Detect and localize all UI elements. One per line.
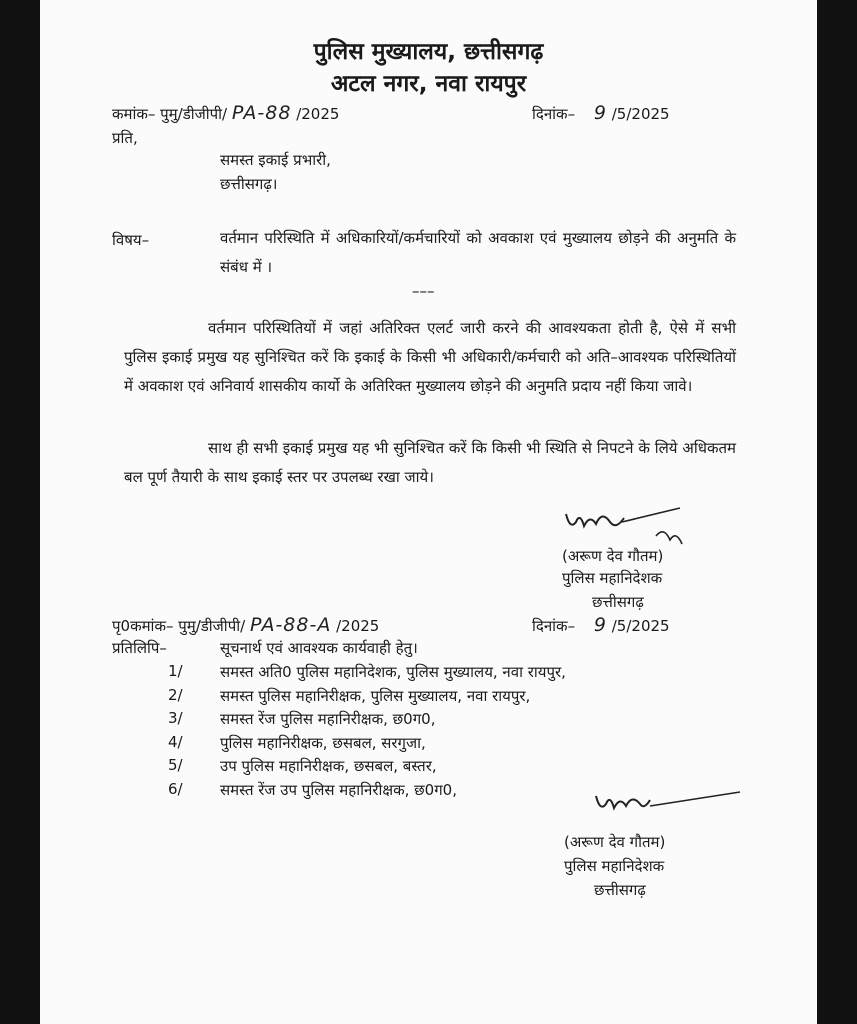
copy-date-suffix: /5/2025 — [611, 617, 670, 635]
list-item-number: 5/ — [168, 756, 183, 774]
list-item-number: 1/ — [168, 662, 183, 680]
date-label: दिनांक– — [532, 105, 576, 123]
signatory-name-1: (अरूण देव गौतम) — [562, 547, 664, 565]
recipient-line-1: समस्त इकाई प्रभारी, — [220, 151, 331, 169]
copy-date — [532, 614, 670, 636]
list-item-number: 4/ — [168, 732, 183, 751]
office-title: पुलिस मुख्यालय, छत्तीसगढ़ — [313, 39, 544, 65]
copy-label: प्रतिलिपि– — [112, 639, 167, 657]
reference-prefix: कमांक– पुमु/डीजीपी/ — [112, 105, 228, 123]
list-item-text: समस्त रेंज उप पुलिस महानिरीक्षक, छ0ग0, — [220, 780, 457, 799]
copy-reference-handwritten: PA-88-A — [249, 614, 332, 636]
list-item-number: 2/ — [168, 685, 183, 704]
separator: ––– — [412, 282, 435, 300]
reference-suffix: /2025 — [296, 105, 340, 123]
signatory-designation-1: पुलिस महानिदेशक — [562, 569, 663, 587]
list-item-text: उप पुलिस महानिरीक्षक, छसबल, बस्तर, — [220, 757, 437, 775]
list-item-text: पुलिस महानिरीक्षक, छसबल, सरगुजा, — [220, 733, 426, 752]
to-label: प्रति, — [112, 129, 138, 147]
list-item-text: समस्त पुलिस महानिरीक्षक, पुलिस मुख्यालय, नवा रायपुर, — [220, 686, 531, 705]
copy-reference-suffix: /2025 — [336, 617, 380, 635]
date-suffix: /5/2025 — [611, 105, 670, 123]
reference-number — [112, 102, 339, 124]
list-item-number: 3/ — [168, 709, 183, 727]
signatory-designation-2: पुलिस महानिदेशक — [564, 857, 665, 875]
copy-date-handwritten: 9 — [593, 614, 607, 636]
copy-date-label: दिनांक– — [532, 617, 576, 635]
copy-reference-prefix: पृ0कमांक– पुमु/डीजीपी/ — [112, 617, 246, 635]
letter-date — [532, 102, 670, 124]
date-handwritten: 9 — [593, 102, 607, 124]
signature-scribble-2 — [590, 786, 750, 826]
signatory-state-1: छत्तीसगढ़ — [592, 593, 644, 611]
subject-label: विषय– — [112, 231, 150, 249]
list-item-text: समस्त रेंज पुलिस महानिरीक्षक, छ0ग0, — [220, 710, 436, 728]
list-item-text: समस्त अति0 पुलिस महानिदेशक, पुलिस मुख्यालय, नवा रायपुर, — [220, 663, 566, 681]
signatory-state-2: छत्तीसगढ़ — [594, 881, 646, 899]
office-address: अटल नगर, नवा रायपुर — [330, 71, 527, 97]
list-item-number: 6/ — [168, 779, 183, 798]
copy-reference-number — [112, 614, 379, 636]
copy-purpose: सूचनार्थ एवं आवश्यक कार्यवाही हेतु। — [220, 639, 418, 657]
body-paragraph-2: साथ ही सभी इकाई प्रमुख यह भी सुनिश्चित करें कि किसी भी स्थिति से निपटने के लिये अधिकतम बल पूर्ण तैयारी के साथ इकाई स्तर पर उपलब्ध रखा जाये। — [124, 439, 736, 486]
reference-handwritten: PA-88 — [231, 102, 292, 124]
body-paragraph-1: वर्तमान परिस्थितियों में जहां अतिरिक्त एलर्ट जारी करने की आवश्यकता होती है, ऐसे में सभी पुलिस इकाई प्रमुख यह सुनिश्चित करें कि इकाई के किसी भी अधिकारी/कर्मचारी को अति–आवश्यक परिस्थितियों में अवकाश एवं अनिवार्य शासकीय कार्यो के अतिरिक्त मुख्यालय छोड़ने की अनुमति प्रदाय नहीं किया जावे। — [124, 319, 736, 395]
signature-scribble-1 — [560, 500, 710, 550]
subject-text: वर्तमान परिस्थिति में अधिकारियों/कर्मचारियों को अवकाश एवं मुख्यालय छोड़ने की अनुमति के संबंध में । — [220, 229, 736, 276]
signatory-name-2: (अरूण देव गौतम) — [564, 833, 666, 851]
document-page — [40, 0, 817, 1024]
recipient-line-2: छत्तीसगढ़। — [220, 175, 278, 193]
